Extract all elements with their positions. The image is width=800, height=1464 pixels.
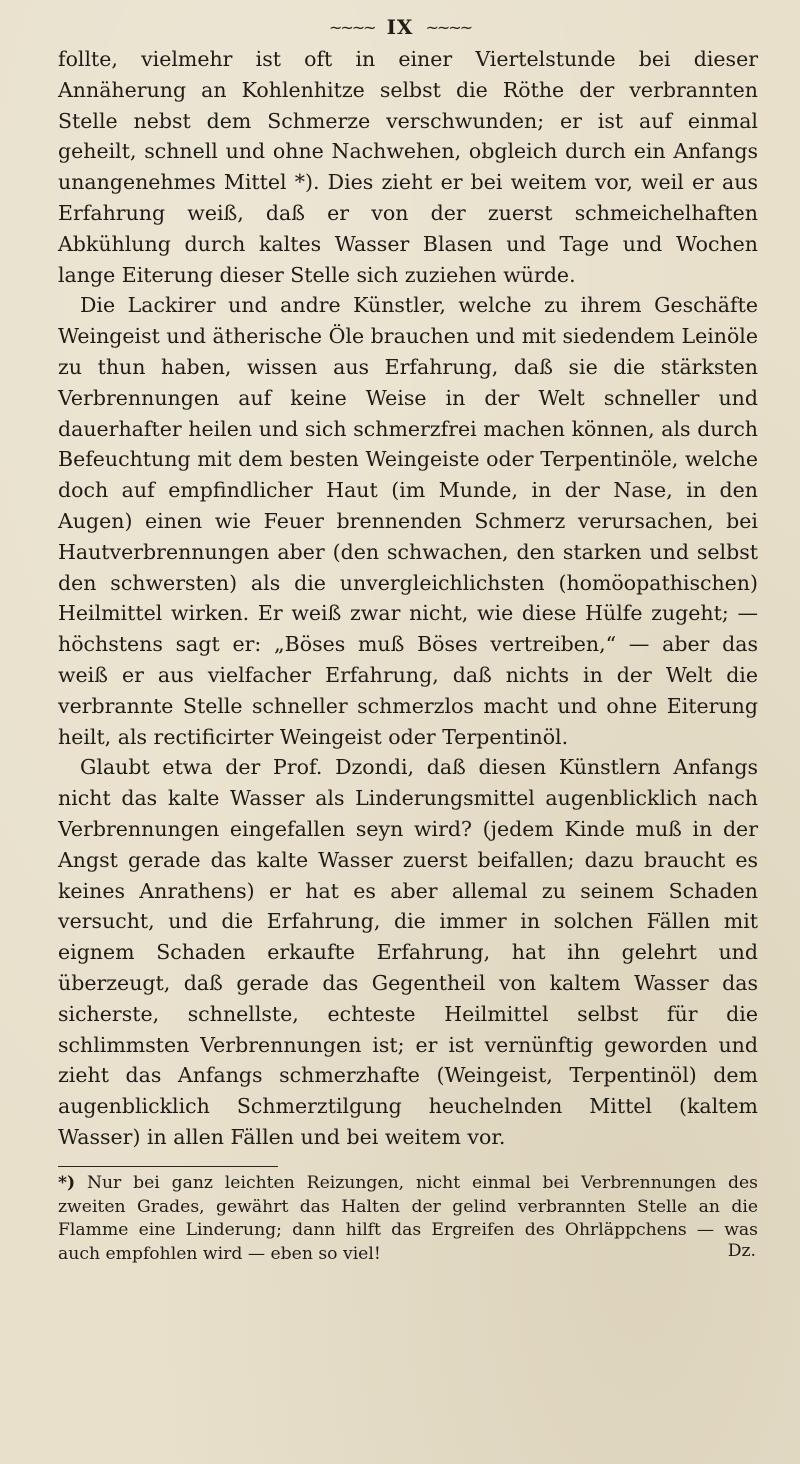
main-text	[58, 44, 758, 1153]
header-ornament-right: ~~~~	[425, 17, 472, 37]
catchword: Dz.	[727, 1241, 756, 1261]
footnote-text: Nur bei ganz leichten Reizungen, nicht einmal bei Verbrennungen des zweiten Grades, gewährt das Halten der gelind verbrannten Stelle an die Flamme eine Linderung; dann hilft das Ergreifen des Ohrläppchens — was auch empfohlen wird — eben so viel!	[58, 1173, 758, 1264]
footnote-mark: *)	[58, 1173, 76, 1193]
footnote-divider	[58, 1166, 278, 1167]
page-number: IX	[386, 15, 414, 39]
paragraph-1: follte, vielmehr ist oft in einer Viertelstunde bei dieser Annäherung an Kohlenhitze selbst die Röthe der verbrannten Stelle nebst dem Schmerze verschwunden; er ist auf einmal geheilt, schnell und ohne Nachwehen, obgleich durch ein Anfangs unangenehmes Mittel *). Dies zieht er bei weitem vor, weil er aus Erfahrung weiß, daß er von der zuerst schmeichelhaften Abkühlung durch kaltes Wasser Blasen und Tage und Wochen lange Eiterung dieser Stelle sich zuziehen würde.	[58, 47, 758, 287]
footnote	[58, 1172, 758, 1266]
paragraph-2: Die Lackirer und andre Künstler, welche zu ihrem Geschäfte Weingeist und ätherische Öle brauchen und mit siedendem Leinöle zu thun haben, wissen aus Erfahrung, daß sie die stärksten Verbrennungen auf keine Weise in der Welt schneller und dauerhafter heilen und sich schmerzfrei machen können, als durch Befeuchtung mit dem besten Weingeiste oder Terpentinöle, welche doch auf empfindlicher Haut (im Munde, in der Nase, in den Augen) einen wie Feuer brennenden Schmerz verursachen, bei Hautverbrennungen aber (den schwachen, den starken und selbst den schwersten) als die unvergleichlichsten (homöopathischen) Heilmittel wirken. Er weiß zwar nicht, wie diese Hülfe zugeht; — höchstens sagt er: „Böses muß Böses vertreiben,“ — aber das weiß er aus vielfacher Erfahrung, daß nichts in der Welt die verbrannte Stelle schneller schmerzlos macht und ohne Eiterung heilt, als rectificirter Weingeist oder Terpentinöl.	[58, 293, 758, 749]
paragraph-3: Glaubt etwa der Prof. Dzondi, daß diesen Künstlern Anfangs nicht das kalte Wasser als Linderungsmittel augenblicklich nach Verbrennungen eingefallen seyn wird? (jedem Kinde muß in der Angst gerade das kalte Wasser zuerst beifallen; dazu braucht es keines Anrathens) er hat es aber allemal zu seinem Schaden versucht, und die Erfahrung, die immer in solchen Fällen mit eignem Schaden erkaufte Erfahrung, hat ihn gelehrt und überzeugt, daß gerade das Gegentheil von kaltem Wasser das sicherste, schnellste, echteste Heilmittel selbst für die schlimmsten Verbrennungen ist; er ist vernünftig geworden und zieht das Anfangs schmerzhafte (Weingeist, Terpentinöl) dem augenblicklich Schmerztilgung heuchelnden Mittel (kaltem Wasser) in allen Fällen und bei weitem vor.	[58, 755, 758, 1149]
page-header	[0, 12, 800, 42]
header-ornament-left: ~~~~	[328, 17, 375, 37]
